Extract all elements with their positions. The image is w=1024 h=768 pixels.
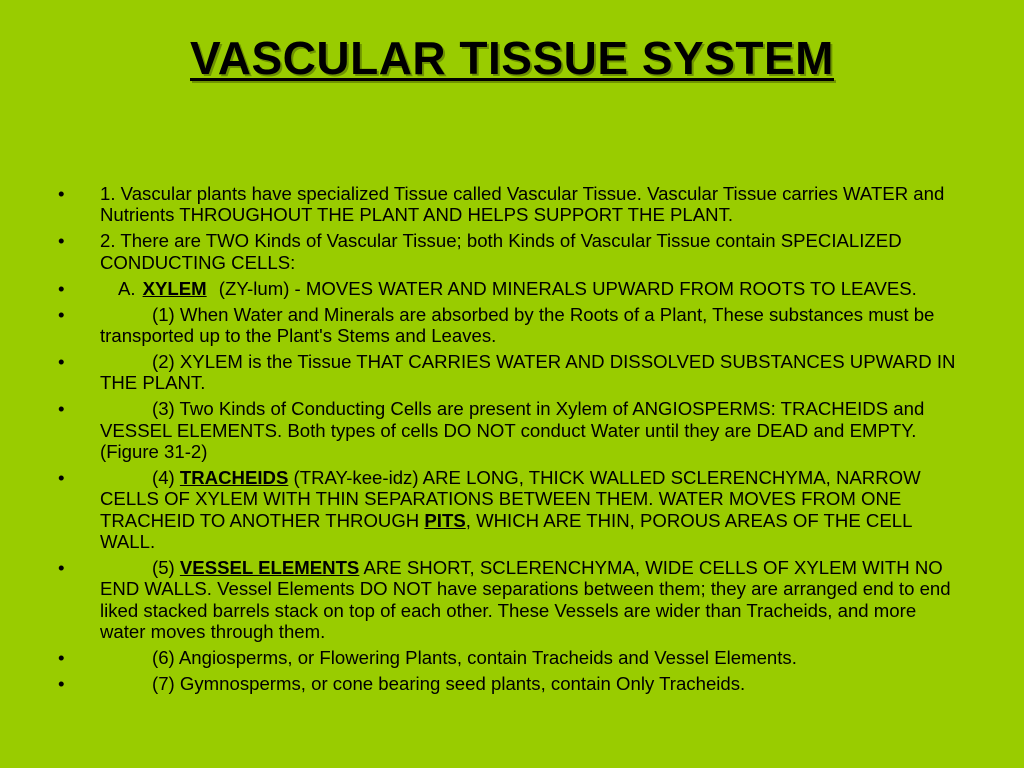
bullet-text: (TRAY-kee-idz) ARE LONG, THICK WALLED SCLERENCHYMA, NARROW CELLS OF XYLEM WITH THIN SEPARATIONS BETWEEN THEM. WATER MOVES FROM ONE TRACHEID TO ANOTHER THROUGH bbox=[100, 466, 921, 531]
bullet-text: 2. There are TWO Kinds of Vascular Tissue; both Kinds of Vascular Tissue contain SPECIALIZED CONDUCTING CELLS: bbox=[100, 230, 902, 273]
term-tracheids: TRACHEIDS bbox=[179, 466, 289, 488]
list-item bbox=[58, 278, 963, 299]
list-item bbox=[58, 557, 963, 643]
bullet-icon: • bbox=[58, 277, 65, 299]
bullet-icon: • bbox=[58, 466, 65, 488]
slide-title: VASCULAR TISSUE SYSTEM bbox=[190, 32, 834, 84]
bullet-icon: • bbox=[58, 303, 65, 325]
list-item bbox=[58, 398, 963, 462]
list-item bbox=[58, 230, 963, 273]
bullet-text: 1. Vascular plants have specialized Tissue called Vascular Tissue. Vascular Tissue carries WATER and Nutrients THROUGHOUT THE PLANT AND HELPS SUPPORT THE PLANT. bbox=[100, 183, 945, 226]
bullet-icon: • bbox=[58, 350, 65, 372]
bullet-prefix: (5) bbox=[152, 557, 180, 578]
bullet-text: (2) XYLEM is the Tissue THAT CARRIES WATER AND DISSOLVED SUBSTANCES UPWARD IN THE PLANT. bbox=[100, 350, 956, 394]
list-item bbox=[58, 647, 963, 668]
bullet-icon: • bbox=[58, 230, 65, 252]
bullet-text-2: , WHICH ARE THIN, POROUS AREAS OF THE CELL WALL. bbox=[100, 509, 912, 553]
bullet-icon: • bbox=[58, 183, 65, 204]
bullet-text: (1) When Water and Minerals are absorbed by the Roots of a Plant, These substances must be transported up to the Plant's Stems and Leaves. bbox=[100, 303, 935, 346]
bullet-icon: • bbox=[58, 557, 65, 578]
bullet-icon: • bbox=[58, 673, 65, 695]
term-vessel-elements: VESSEL ELEMENTS bbox=[179, 557, 360, 578]
bullet-text: ARE SHORT, SCLERENCHYMA, WIDE CELLS OF XYLEM WITH NO END WALLS. Vessel Elements DO NOT have separations between them; they are arranged end to end liked stacked barrels stack on top of each other. These Vessels are wider than Tracheids, and more water moves through them. bbox=[100, 557, 951, 643]
bullet-text: (ZY-lum) - MOVES WATER AND MINERALS UPWARD FROM ROOTS TO LEAVES. bbox=[213, 277, 917, 299]
list-item bbox=[58, 673, 963, 694]
bullet-text: (6) Angiosperms, or Flowering Plants, contain Tracheids and Vessel Elements. bbox=[152, 647, 797, 669]
list-item bbox=[58, 351, 963, 394]
term-xylem: XYLEM bbox=[142, 277, 207, 299]
bullet-icon: • bbox=[58, 647, 65, 669]
bullet-text: (7) Gymnosperms, or cone bearing seed plants, contain Only Tracheids. bbox=[152, 673, 746, 695]
bullet-text: (3) Two Kinds of Conducting Cells are present in Xylem of ANGIOSPERMS: TRACHEIDS and VESSEL ELEMENTS. Both types of cells DO NOT conduct Water until they are DEAD and EMPTY. (Figure 31-2) bbox=[100, 398, 925, 462]
term-pits: PITS bbox=[424, 509, 466, 531]
bullet-prefix: (4) bbox=[152, 466, 180, 488]
list-item bbox=[58, 183, 963, 226]
bullet-icon: • bbox=[58, 398, 65, 420]
list-item bbox=[58, 467, 963, 553]
bullet-list bbox=[58, 183, 963, 699]
list-item bbox=[58, 304, 963, 347]
bullet-prefix: A. bbox=[118, 277, 136, 299]
